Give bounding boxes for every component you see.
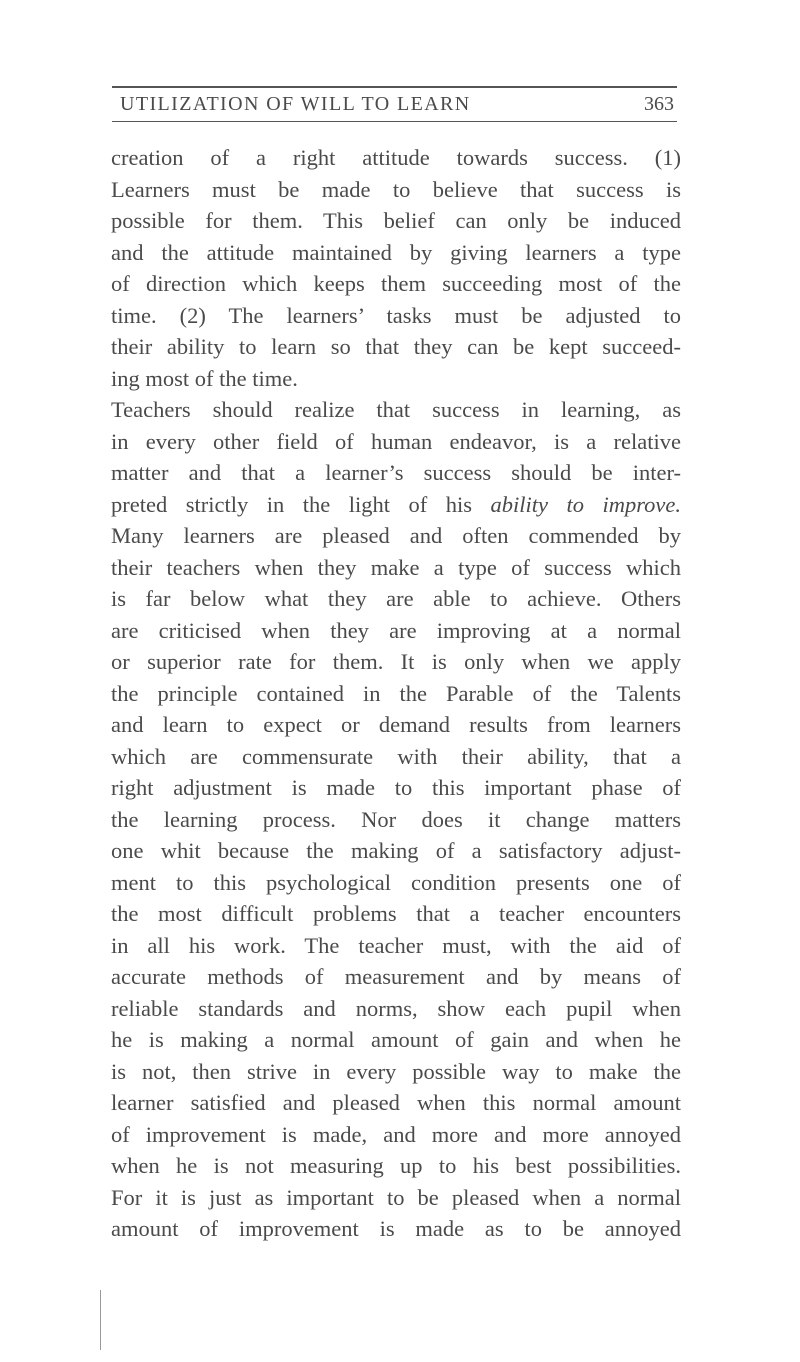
text-line: creation of a right attitude towards success. (1) [111,145,681,170]
text-line: their teachers when they make a type of success which [111,554,681,580]
text-line-with-italic [111,489,681,521]
text-line: and learn to expect or demand results from learners [111,712,681,737]
text-line: in every other field of human endeavor, is a relative [111,428,681,454]
page-number: 363 [644,93,674,115]
text-line: are criticised when they are improving at a normal [111,617,681,643]
text-line: which are commensurate with their ability, that a [111,743,681,769]
running-title: UTILIZATION OF WILL TO LEARN [120,93,471,115]
text-line: ment to this psychological condition presents one of [111,869,681,895]
text-line: is not, then strive in every possible way to make the [111,1058,681,1084]
text-line: accurate methods of measurement and by means of [111,964,681,989]
text-line: in all his work. The teacher must, with the aid of [111,932,681,958]
text-line: the principle contained in the Parable of the Talents [111,680,681,706]
text-line: possible for them. This belief can only be induced [111,208,681,233]
text-line: one whit because the making of a satisfactory adjust- [111,838,681,863]
text-line: Many learners are pleased and often commended by [111,523,681,548]
text-line: reliable standards and norms, show each pupil when [111,995,681,1021]
text-line: amount of improvement is made as to be annoyed [111,1216,681,1241]
text-line: when he is not measuring up to his best possibilities. [111,1153,681,1178]
text-line: time. (2) The learners’ tasks must be adjusted to [111,302,681,328]
text-line: matter and that a learner’s success should be inter- [111,460,681,485]
body-text [111,142,681,1245]
text-line: For it is just as important to be pleased when a normal [111,1184,681,1210]
text-line: and the attitude maintained by giving learners a type [111,239,681,265]
text-line: ing most of the time. [111,365,298,391]
text-line: learner satisfied and pleased when this normal amount [111,1090,681,1115]
text-line: or superior rate for them. It is only when we apply [111,649,681,674]
margin-mark [100,1290,101,1350]
text-line: Learners must be made to believe that success is [111,176,681,202]
text-segment: preted strictly in the light of his [111,491,491,517]
running-head [112,93,677,119]
text-line: he is making a normal amount of gain and when he [111,1027,681,1052]
text-line: the learning process. Nor does it change matters [111,806,681,832]
top-rule [112,86,677,88]
text-line: of improvement is made, and more and more annoyed [111,1121,681,1147]
text-line: is far below what they are able to achieve. Others [111,586,681,611]
head-rule [112,121,677,122]
text-line: right adjustment is made to this important phase of [111,775,681,800]
italic-phrase: ability to improve. [490,491,682,517]
text-line: their ability to learn so that they can be kept succeed- [111,334,681,359]
text-line: of direction which keeps them succeeding most of the [111,271,681,296]
text-line: Teachers should realize that success in learning, as [111,397,681,422]
text-line: the most difficult problems that a teacher encounters [111,901,681,926]
